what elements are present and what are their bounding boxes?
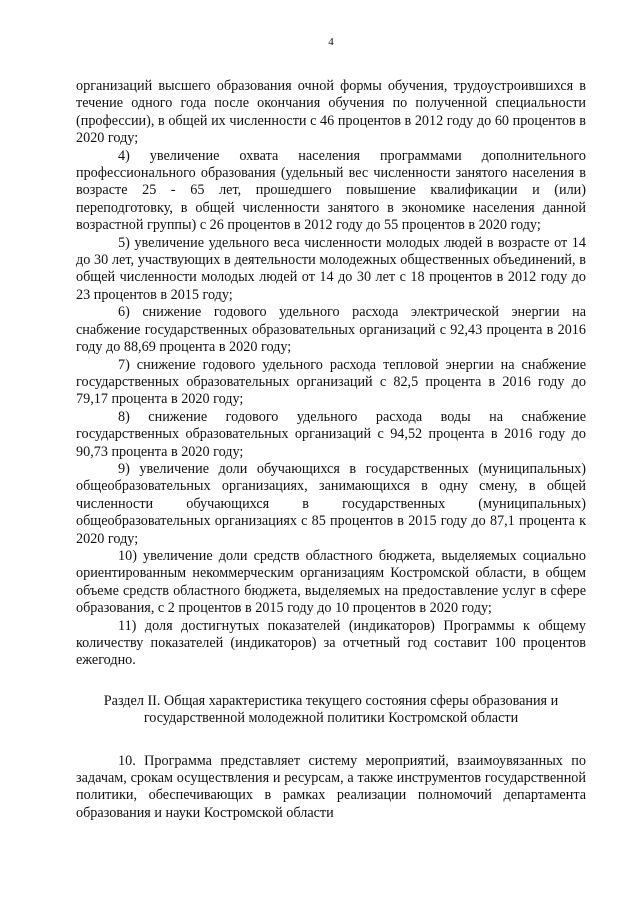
paragraph: 10) увеличение доли средств областного бюджета, выделяемых социально ориентированным некоммерческим организациям Костромской области, в общем объеме средств областного бюджета, выделяемых на предоставление услуг в сфере образования, с 2 процентов в 2015 году до 10 процентов в 2020 году;	[76, 547, 586, 617]
paragraph: 8) снижение годового удельного расхода воды на снабжение государственных образовательных организаций с 94,52 процента в 2016 году до 90,73 процента в 2020 году;	[76, 408, 586, 460]
paragraph: 9) увеличение доли обучающихся в государственных (муниципальных) общеобразовательных организациях, занимающихся в одну смену, в общей численности обучающихся в государственных (муниципальных) общеобразовательных организациях с 85 процентов в 2015 году до 87,1 процента к 2020 году;	[76, 460, 586, 547]
section-heading-line-2: государственной молодежной политики Костромской области	[143, 710, 519, 727]
paragraph: 7) снижение годового удельного расхода тепловой энергии на снабжение государственных образовательных организаций с 82,5 процента в 2016 году до 79,17 процента в 2020 году;	[76, 356, 586, 408]
paragraph: организаций высшего образования очной формы обучения, трудоустроившихся в течение одного года после окончания обучения по полученной специальности (профессии), в общей их численности с 46 процентов в 2012 году до 60 процентов в 2020 году;	[76, 78, 586, 147]
paragraphs-before	[76, 78, 586, 670]
paragraphs-after	[76, 753, 586, 823]
paragraph: 4) увеличение охвата населения программами дополнительного профессионального образования (удельный вес численности занятого населения в возрасте 25 - 65 лет, прошедшего повышение квалификации и (или) переподготовку, в общей численности занятого в экономике населения данной возрастной группы) с 26 процентов в 2012 году до 55 процентов в 2020 году;	[76, 147, 586, 234]
section-heading-line-1: Раздел II. Общая характеристика текущего состояния сферы образования и	[103, 692, 559, 709]
paragraph: 6) снижение годового удельного расхода электрической энергии на снабжение государственных образовательных организаций с 92,43 процента в 2016 году до 88,69 процента в 2020 году;	[76, 304, 586, 356]
paragraph: 5) увеличение удельного веса численности молодых людей в возрасте от 14 до 30 лет, участвующих в деятельности молодежных общественных объединений, в общей численности молодых людей от 14 до 30 лет с 18 процентов в 2012 году до 23 процентов в 2015 году;	[76, 234, 586, 303]
page-number: 4	[328, 36, 334, 48]
paragraph: 10. Программа представляет систему мероприятий, взаимоувязанных по задачам, срокам осуществления и ресурсам, а также инструментов государственной политики, обеспечивающих в рамках реализации полномочий департамента образования и науки Костромской области	[76, 752, 586, 821]
paragraph: 11) доля достигнутых показателей (индикаторов) Программы к общему количеству показателей (индикаторов) за отчетный год составит 100 процентов ежегодно.	[76, 617, 586, 669]
section-heading	[76, 693, 586, 728]
